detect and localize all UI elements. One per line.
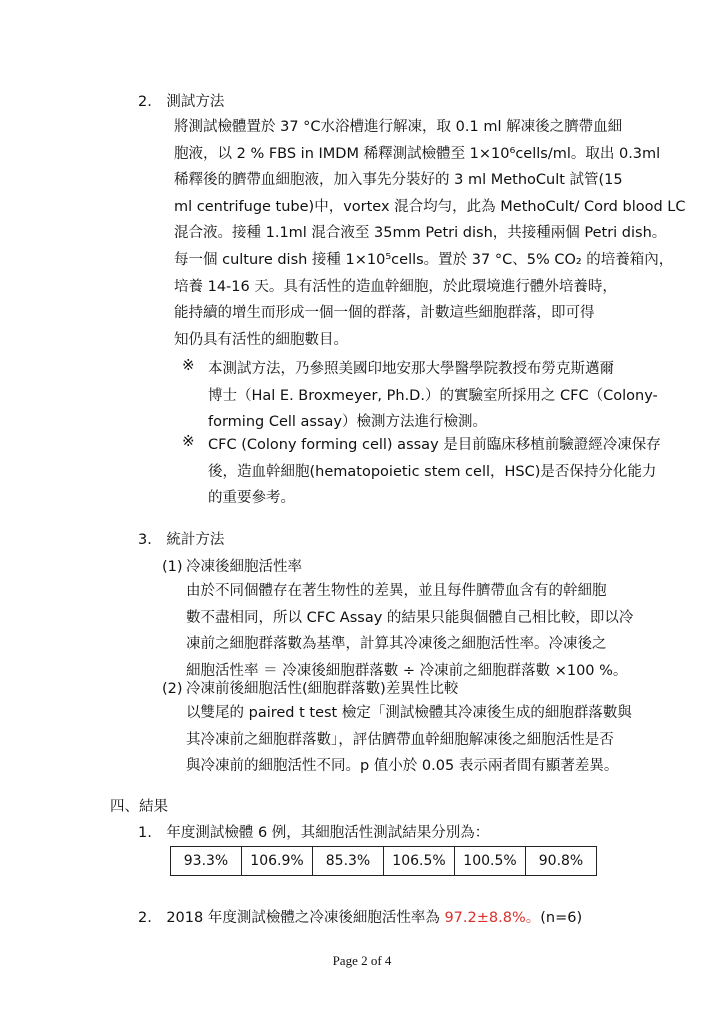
section-3-heading: 3. 統計方法: [138, 532, 225, 548]
stat-item-1-number: (1): [162, 559, 183, 575]
paragraph-line: 數不盡相同，所以 CFC Assay 的結果只能與個體自己相比較，即以冷: [186, 609, 634, 626]
paragraph-line: 細胞活性率 ＝ 冷凍後細胞群落數 ÷ 冷凍前之細胞群落數 ×100 %。: [186, 662, 628, 679]
note-line: 的重要參考。: [208, 490, 295, 507]
note-line: forming Cell assay）檢測方法進行檢測。: [208, 414, 488, 431]
stat-item-1-title: 冷凍後細胞活性率: [186, 559, 302, 575]
results-summary: [138, 908, 582, 928]
results-table: [170, 846, 597, 876]
note-line: 博士（Hal E. Broxmeyer, Ph.D.）的實驗室所採用之 CFC（Colony-: [208, 387, 658, 404]
reference-mark-icon: ※: [182, 432, 195, 450]
paragraph-line: 培養 14-16 天。具有活性的造血幹細胞，於此環境進行體外培養時，: [174, 278, 617, 295]
result-cell: 85.3%: [313, 847, 384, 876]
paragraph-line: 能持續的增生而形成一個一個的群落，計數這些細胞群落，即可得: [174, 305, 595, 322]
result-cell: 100.5%: [455, 847, 526, 876]
summary-value: 97.2±8.8%: [444, 910, 526, 926]
paragraph-line: 稀釋後的臍帶血細胞液，加入事先分裝好的 3 ml MethoCult 試管(15: [174, 172, 623, 189]
section-2-paragraph: [174, 114, 686, 353]
paragraph-line: 混合液。接種 1.1ml 混合液至 35mm Petri dish，共接種兩個 Petri dish。: [174, 225, 667, 242]
paragraph-line: 胞液，以 2 % FBS in IMDM 稀釋測試檢體至 1×10⁶cells/ml。取出 0.3ml: [174, 145, 661, 162]
result-cell: 93.3%: [171, 847, 242, 876]
note-line: CFC (Colony forming cell) assay 是目前臨床移植前驗證經冷凍保存: [208, 437, 661, 453]
note-line: 後，造血幹細胞(hematopoietic stem cell，HSC)是否保持分化能力: [208, 463, 657, 480]
result-cell: 106.5%: [384, 847, 455, 876]
results-intro: 1. 年度測試檢體 6 例，其細胞活性測試結果分別為：: [138, 825, 490, 841]
section-2-heading: 2. 測試方法: [138, 94, 225, 110]
stat-item-2-paragraph: [186, 700, 632, 780]
summary-period: 。: [525, 910, 541, 926]
stat-item-1-paragraph: [186, 578, 634, 684]
paragraph-line: 其冷凍前之細胞群落數」，評估臍帶血幹細胞解凍後之細胞活性是否: [186, 731, 614, 748]
result-cell: 90.8%: [526, 847, 597, 876]
paragraph-line: 以雙尾的 paired t test 檢定「測試檢體其冷凍後生成的細胞群落數與: [186, 705, 632, 721]
note-line: 本測試方法，乃參照美國印地安那大學醫學院教授布勞克斯邁爾: [208, 361, 614, 377]
reference-mark-icon: ※: [182, 356, 195, 374]
summary-sample-size: (n=6): [540, 910, 583, 926]
paragraph-line: 每一個 culture dish 接種 1×10⁵cells。置於 37 °C、5% CO₂ 的培養箱內，: [174, 251, 674, 268]
paragraph-line: 由於不同個體存在著生物性的差異，並且每件臍帶血含有的幹細胞: [186, 583, 607, 599]
page-footer: Page 2 of 4: [332, 953, 392, 968]
paragraph-line: 凍前之細胞群落數為基準，計算其冷凍後之細胞活性率。冷凍後之: [186, 636, 607, 653]
section-4-heading: 四、結果: [110, 799, 168, 815]
stat-item-2-number: (2): [162, 681, 183, 697]
stat-item-2-title: 冷凍前後細胞活性(細胞群落數)差異性比較: [186, 681, 459, 697]
paragraph-line: 知仍具有活性的細胞數目。: [174, 331, 348, 348]
summary-prefix: 2. 2018 年度測試檢體之冷凍後細胞活性率為: [138, 910, 445, 926]
paragraph-line: 將測試檢體置於 37 °C水浴槽進行解凍，取 0.1 ml 解凍後之臍帶血細: [174, 119, 623, 135]
paragraph-line: ml centrifuge tube)中，vortex 混合均勻，此為 MethoCult/ Cord blood LC: [174, 198, 686, 215]
paragraph-line: 與冷凍前的細胞活性不同。p 值小於 0.05 表示兩者間有顯著差異。: [186, 758, 619, 775]
table-row: [171, 847, 597, 876]
result-cell: 106.9%: [242, 847, 313, 876]
